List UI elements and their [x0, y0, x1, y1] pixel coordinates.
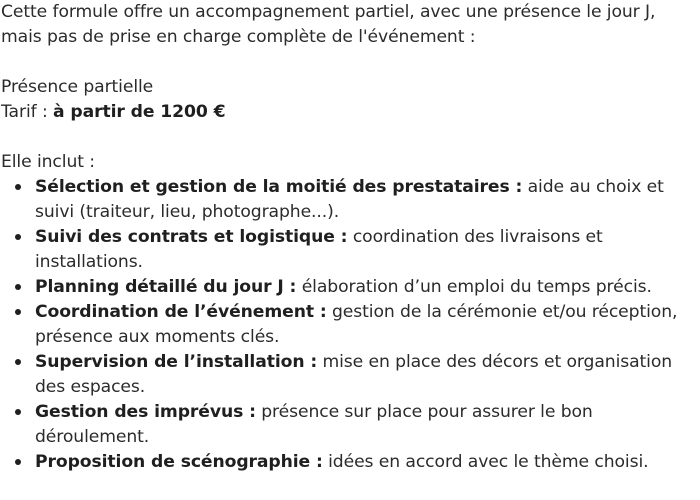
item-title: Proposition de scénographie :: [35, 452, 323, 472]
price-line: [1, 100, 700, 125]
list-item: [35, 225, 700, 275]
item-title: Suivi des contrats et logistique :: [35, 227, 348, 247]
list-item: [35, 300, 700, 350]
spacer: [1, 125, 700, 150]
item-title: Gestion des imprévus :: [35, 402, 256, 422]
item-title: Planning détaillé du jour J :: [35, 277, 297, 297]
intro-paragraph: Cette formule offre un accompagnement partiel, avec une présence le jour J, mais pas de prise en charge complète de l'événement :: [1, 2, 656, 47]
item-title: Sélection et gestion de la moitié des prestataires :: [35, 177, 523, 197]
item-title: Coordination de l’événement :: [35, 302, 327, 322]
item-text: idées en accord avec le thème choisi.: [322, 452, 649, 472]
spacer: [1, 50, 700, 75]
item-text: présence sur place pour assurer le bon déroulement.: [35, 402, 593, 447]
formula-name: Présence partielle: [1, 77, 154, 97]
item-text: élaboration d’un emploi du temps précis.: [296, 277, 652, 297]
list-item: [35, 400, 700, 450]
bullet-icon: [15, 184, 21, 190]
bullet-icon: [15, 309, 21, 315]
item-text: aide au choix et suivi (traiteur, lieu, photographe...).: [35, 177, 664, 222]
list-item: [35, 350, 700, 400]
bullet-icon: [15, 234, 21, 240]
item-text: gestion de la cérémonie et/ou réception, présence aux moments clés.: [35, 302, 678, 347]
item-text: coordination des livraisons et installations.: [35, 227, 603, 272]
price-value: à partir de 1200 €: [53, 102, 226, 122]
bullet-icon: [15, 359, 21, 365]
includes-label: Elle inclut :: [1, 152, 95, 172]
item-title: Supervision de l’installation :: [35, 352, 318, 372]
item-text: mise en place des décors et organisation des espaces.: [35, 352, 673, 397]
bullet-icon: [15, 409, 21, 415]
includes-list: [1, 175, 700, 475]
bullet-icon: [15, 284, 21, 290]
list-item: [35, 275, 700, 300]
list-item: [35, 175, 700, 225]
list-item: [35, 450, 700, 475]
bullet-icon: [15, 459, 21, 465]
price-label: Tarif :: [1, 102, 53, 122]
